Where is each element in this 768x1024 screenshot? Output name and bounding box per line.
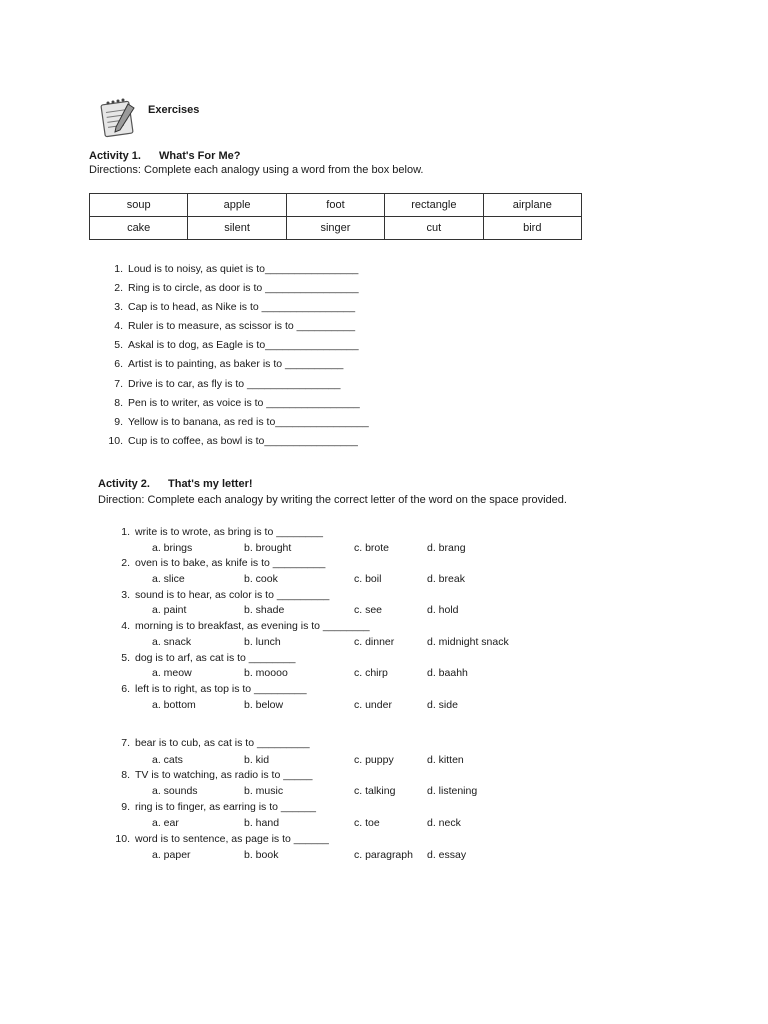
- option-c: c. boil: [354, 573, 382, 585]
- item-number: 5.: [114, 339, 123, 352]
- option-c: c. see: [354, 604, 383, 616]
- activity1-list: [103, 261, 403, 452]
- list-item: [103, 356, 403, 375]
- question: [112, 801, 562, 816]
- item-text: Pen is to writer, as voice is to ________________: [128, 396, 360, 409]
- question-number: 8.: [121, 769, 130, 781]
- item-text: Drive is to car, as fly is to ________________: [128, 377, 341, 390]
- list-item: [103, 299, 403, 318]
- question-number: 7.: [121, 737, 130, 749]
- option-b: b. cook: [244, 573, 278, 585]
- option-c: c. paragraph: [354, 849, 413, 861]
- question-number: 4.: [121, 620, 130, 632]
- question-text: ring is to finger, as earring is to ______: [135, 801, 316, 813]
- item-text: Askal is to dog, as Eagle is to________________: [128, 339, 359, 352]
- option-d: d. side: [427, 699, 458, 711]
- word-cell: rectangle: [385, 194, 483, 217]
- activity2-name: That's my letter!: [168, 478, 253, 490]
- list-item: [103, 414, 403, 433]
- word-cell: silent: [188, 217, 286, 240]
- word-box: [89, 193, 582, 240]
- option-d: d. hold: [427, 604, 459, 616]
- item-text: Cap is to head, as Nike is to ________________: [128, 301, 356, 314]
- question: [112, 683, 562, 698]
- question: [112, 833, 562, 848]
- word-cell: apple: [188, 194, 286, 217]
- list-item: [103, 318, 403, 337]
- word-cell: airplane: [483, 194, 581, 217]
- option-a: a. sounds: [152, 785, 198, 797]
- question-number: 5.: [121, 652, 130, 664]
- question-text: sound is to hear, as color is to _________: [135, 589, 330, 601]
- question-text: left is to right, as top is to _________: [135, 683, 307, 695]
- item-number: 1.: [114, 263, 123, 275]
- item-text: Loud is to noisy, as quiet is to________________: [128, 263, 359, 275]
- option-b: b. shade: [244, 604, 285, 616]
- option-c: c. brote: [354, 542, 390, 554]
- options-row: [152, 817, 572, 832]
- word-cell: cake: [90, 217, 188, 240]
- question-text: dog is to arf, as cat is to ________: [135, 652, 296, 664]
- option-a: a. bottom: [152, 699, 196, 711]
- options-row: [152, 667, 572, 682]
- option-a: a. cats: [152, 754, 183, 766]
- option-d: d. midnight snack: [427, 636, 509, 648]
- exercises-heading: Exercises: [148, 104, 200, 116]
- notepad-pencil-icon: [98, 96, 140, 138]
- option-b: b. lunch: [244, 636, 281, 648]
- option-b: b. music: [244, 785, 284, 797]
- option-d: d. brang: [427, 542, 466, 554]
- question-text: oven is to bake, as knife is to _________: [135, 557, 326, 569]
- word-box-row: [90, 217, 582, 240]
- option-a: a. paper: [152, 849, 191, 861]
- option-a: a. brings: [152, 542, 193, 554]
- question-text: morning is to breakfast, as evening is to ________: [135, 620, 370, 632]
- options-row: [152, 785, 572, 800]
- question-number: 9.: [121, 801, 130, 813]
- option-c: c. chirp: [354, 667, 388, 679]
- option-b: b. hand: [244, 817, 280, 829]
- options-row: [152, 754, 572, 769]
- option-c: c. puppy: [354, 754, 394, 766]
- activity1-title: [89, 150, 240, 162]
- option-a: a. paint: [152, 604, 187, 616]
- list-item: [103, 261, 403, 280]
- list-item: [103, 337, 403, 356]
- word-box-row: [90, 194, 582, 217]
- activity1-directions: Directions: Complete each analogy using a word from the box below.: [89, 164, 424, 176]
- option-a: a. snack: [152, 636, 192, 648]
- item-number: 10.: [108, 434, 123, 447]
- question: [112, 769, 562, 784]
- option-c: c. talking: [354, 785, 396, 797]
- option-c: c. dinner: [354, 636, 395, 648]
- item-text: Artist is to painting, as baker is to __________: [128, 358, 344, 371]
- option-b: b. brought: [244, 542, 292, 554]
- option-c: c. toe: [354, 817, 380, 829]
- item-number: 9.: [114, 415, 123, 428]
- option-d: d. break: [427, 573, 465, 585]
- options-row: [152, 604, 572, 619]
- option-d: d. kitten: [427, 754, 464, 766]
- item-number: 3.: [114, 301, 123, 314]
- word-cell: bird: [483, 217, 581, 240]
- question-number: 6.: [121, 683, 130, 695]
- item-number: 8.: [114, 396, 123, 409]
- options-row: [152, 849, 572, 864]
- word-cell: cut: [385, 217, 483, 240]
- item-text: Cup is to coffee, as bowl is to________________: [128, 434, 358, 447]
- question-number: 2.: [121, 557, 130, 569]
- list-item: [103, 280, 403, 299]
- activity1-name: What's For Me?: [159, 150, 241, 162]
- option-a: a. meow: [152, 667, 192, 679]
- question-text: word is to sentence, as page is to ______: [135, 833, 329, 845]
- word-cell: foot: [286, 194, 384, 217]
- options-row: [152, 699, 572, 714]
- item-number: 7.: [114, 377, 123, 390]
- activity2-title: [98, 478, 253, 490]
- option-b: b. below: [244, 699, 284, 711]
- question: [112, 557, 562, 572]
- item-text: Yellow is to banana, as red is to________________: [128, 415, 369, 428]
- option-a: a. ear: [152, 817, 179, 829]
- option-d: d. baahh: [427, 667, 468, 679]
- word-cell: soup: [90, 194, 188, 217]
- question-text: TV is to watching, as radio is to _____: [135, 769, 313, 781]
- activity2-directions: Direction: Complete each analogy by writing the correct letter of the word on the space provided.: [98, 494, 567, 506]
- question-number: 10.: [115, 833, 130, 845]
- activity2-number: Activity 2.: [98, 478, 150, 490]
- question: [112, 737, 562, 752]
- item-text: Ring is to circle, as door is to ________________: [128, 282, 359, 295]
- option-b: b. kid: [244, 754, 270, 766]
- list-item: [103, 376, 403, 395]
- question: [112, 652, 562, 667]
- activity1-number: Activity 1.: [89, 150, 141, 162]
- item-number: 6.: [114, 358, 123, 371]
- option-d: d. essay: [427, 849, 467, 861]
- question: [112, 526, 562, 541]
- item-text: Ruler is to measure, as scissor is to __________: [128, 320, 356, 333]
- question-number: 1.: [121, 526, 130, 538]
- option-b: b. moooo: [244, 667, 288, 679]
- question: [112, 589, 562, 604]
- option-d: d. listening: [427, 785, 478, 797]
- options-row: [152, 636, 572, 651]
- item-number: 4.: [114, 320, 123, 333]
- question-number: 3.: [121, 589, 130, 601]
- list-item: [103, 395, 403, 414]
- option-b: b. book: [244, 849, 279, 861]
- question-text: bear is to cub, as cat is to _________: [135, 737, 310, 749]
- options-row: [152, 573, 572, 588]
- list-item: [103, 433, 403, 452]
- item-number: 2.: [114, 282, 123, 295]
- option-c: c. under: [354, 699, 392, 711]
- option-a: a. slice: [152, 573, 185, 585]
- options-row: [152, 542, 572, 557]
- word-cell: singer: [286, 217, 384, 240]
- option-d: d. neck: [427, 817, 461, 829]
- question: [112, 620, 562, 635]
- question-text: write is to wrote, as bring is to ________: [135, 526, 323, 538]
